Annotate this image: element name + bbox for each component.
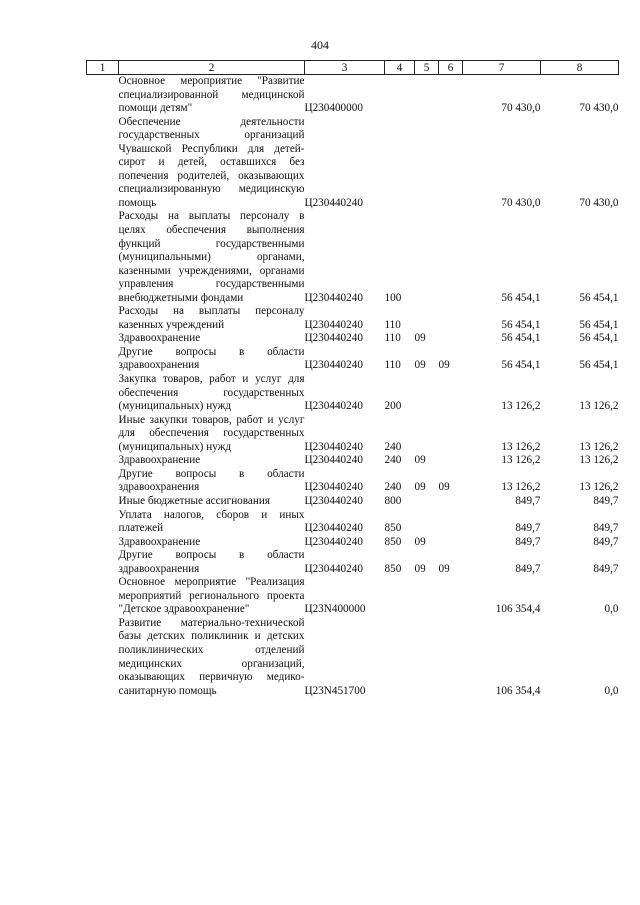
expense-type: 110 xyxy=(384,359,401,372)
row-name: Развитие материально-технической базы детских поликлиник и детских поликлинических отделений медицинских организаций, оказывающих первичную медико-санитарную помощь xyxy=(118,616,305,697)
target-code: Ц230440240 xyxy=(304,494,363,507)
empty-cell xyxy=(87,454,119,468)
target-code: Ц230440240 xyxy=(304,400,363,413)
table-header xyxy=(87,61,619,75)
expense-type: 240 xyxy=(384,481,402,494)
table-row xyxy=(87,468,619,495)
empty-cell xyxy=(87,414,119,455)
section-code: 09 xyxy=(414,454,426,467)
table-row xyxy=(87,549,619,576)
section-code: 09 xyxy=(414,562,426,575)
row-name: Здравоохранение xyxy=(118,332,201,345)
expense-type: 850 xyxy=(384,535,402,548)
amount-col7: 849,7 xyxy=(515,562,541,575)
table-row xyxy=(87,210,619,305)
target-code: Ц230440240 xyxy=(304,562,363,575)
target-code: Ц23N451700 xyxy=(304,684,366,697)
table-row xyxy=(87,495,619,509)
section-code xyxy=(415,617,439,698)
amount-col7: 849,7 xyxy=(515,535,541,548)
empty-cell xyxy=(87,509,119,536)
budget-table xyxy=(86,60,619,698)
subsection-code xyxy=(439,536,463,550)
target-code: Ц23N400000 xyxy=(304,603,366,616)
amount-col7: 70 430,0 xyxy=(501,102,541,115)
row-name: Расходы на выплаты персоналу казенных учреждений xyxy=(118,305,305,331)
table-row xyxy=(87,116,619,211)
subsection-code: 09 xyxy=(438,562,450,575)
amount-col8: 13 126,2 xyxy=(579,400,619,413)
target-code: Ц230440240 xyxy=(304,318,363,331)
target-code: Ц230440240 xyxy=(304,454,363,467)
row-name: Расходы на выплаты персоналу в целях обеспечения выполнения функций государственными (муниципальными) органами, казенными учреждениями, органами управления государственными внебюджетными фондами xyxy=(118,210,305,304)
row-name: Обеспечение деятельности государственных организаций Чувашской Республики для детей-сирот и детей, оставшихся без попечения родителей, оказывающих специализированную медицинскую помощь xyxy=(118,115,305,209)
amount-col7: 56 454,1 xyxy=(501,332,541,345)
subsection-code xyxy=(439,75,463,116)
amount-col8: 56 454,1 xyxy=(579,332,619,345)
amount-col7: 13 126,2 xyxy=(501,454,541,467)
subsection-code xyxy=(439,495,463,509)
amount-col8: 849,7 xyxy=(593,562,619,575)
subsection-code xyxy=(439,454,463,468)
column-number: 4 xyxy=(385,61,415,75)
empty-cell xyxy=(87,305,119,332)
row-name: Закупка товаров, работ и услуг для обеспечения государственных (муниципальных) нужд xyxy=(118,373,305,413)
table-row xyxy=(87,346,619,373)
column-number: 8 xyxy=(541,61,619,75)
target-code: Ц230440240 xyxy=(304,332,363,345)
empty-cell xyxy=(87,549,119,576)
expense-type: 110 xyxy=(384,332,401,345)
subsection-code xyxy=(439,576,463,617)
amount-col7: 849,7 xyxy=(515,522,541,535)
section-code xyxy=(415,373,439,414)
row-name: Другие вопросы в области здравоохранения xyxy=(118,345,305,372)
section-code: 09 xyxy=(414,359,426,372)
section-code xyxy=(415,509,439,536)
amount-col8: 56 454,1 xyxy=(579,291,619,304)
empty-cell xyxy=(87,346,119,373)
table-row xyxy=(87,75,619,116)
empty-cell xyxy=(87,576,119,617)
table-row xyxy=(87,305,619,332)
table-row xyxy=(87,332,619,346)
section-code xyxy=(415,576,439,617)
section-code: 09 xyxy=(414,332,426,345)
expense-type: 100 xyxy=(384,291,402,304)
column-number: 7 xyxy=(463,61,541,75)
expense-type: 200 xyxy=(384,400,402,413)
column-number: 2 xyxy=(119,61,305,75)
target-code: Ц230440240 xyxy=(304,522,363,535)
empty-cell xyxy=(87,75,119,116)
column-number: 1 xyxy=(87,61,119,75)
amount-col7: 849,7 xyxy=(515,494,541,507)
amount-col8: 56 454,1 xyxy=(579,359,619,372)
row-name: Основное мероприятие "Реализация мероприятий регионального проекта "Детское здравоохранение" xyxy=(118,576,305,616)
amount-col7: 56 454,1 xyxy=(501,291,541,304)
section-code: 09 xyxy=(414,535,426,548)
empty-cell xyxy=(87,536,119,550)
amount-col8: 70 430,0 xyxy=(579,196,619,209)
section-code xyxy=(415,414,439,455)
target-code: Ц230440240 xyxy=(304,196,363,209)
column-number: 3 xyxy=(305,61,385,75)
section-code xyxy=(415,116,439,211)
expense-type: 850 xyxy=(384,522,402,535)
amount-col8: 849,7 xyxy=(593,522,619,535)
column-number: 6 xyxy=(439,61,463,75)
section-code xyxy=(415,495,439,509)
empty-cell xyxy=(87,373,119,414)
table-row xyxy=(87,454,619,468)
subsection-code xyxy=(439,305,463,332)
amount-col7: 56 454,1 xyxy=(501,318,541,331)
table-body xyxy=(87,75,619,699)
row-name: Уплата налогов, сборов и иных платежей xyxy=(118,508,305,535)
expense-type xyxy=(385,75,415,116)
subsection-code xyxy=(439,332,463,346)
subsection-code xyxy=(439,210,463,305)
empty-cell xyxy=(87,617,119,698)
column-number: 5 xyxy=(415,61,439,75)
expense-type xyxy=(385,116,415,211)
expense-type: 240 xyxy=(384,454,402,467)
expense-type xyxy=(385,576,415,617)
amount-col8: 13 126,2 xyxy=(579,454,619,467)
expense-type xyxy=(385,617,415,698)
subsection-code xyxy=(439,116,463,211)
empty-cell xyxy=(87,210,119,305)
target-code: Ц230440240 xyxy=(304,359,363,372)
amount-col8: 849,7 xyxy=(593,535,619,548)
amount-col7: 106 354,4 xyxy=(495,603,541,616)
expense-type: 110 xyxy=(384,318,401,331)
target-code: Ц230440240 xyxy=(304,481,363,494)
subsection-code xyxy=(439,373,463,414)
expense-type: 240 xyxy=(384,440,402,453)
row-name: Другие вопросы в области здравоохранения xyxy=(118,467,305,494)
subsection-code: 09 xyxy=(438,359,450,372)
table-row xyxy=(87,536,619,550)
amount-col7: 70 430,0 xyxy=(501,196,541,209)
page-number: 404 xyxy=(311,38,329,52)
column-number-row xyxy=(87,61,619,75)
table-row xyxy=(87,617,619,698)
empty-cell xyxy=(87,468,119,495)
table-row xyxy=(87,373,619,414)
amount-col8: 0,0 xyxy=(604,684,619,697)
row-name: Иные бюджетные ассигнования xyxy=(118,494,270,507)
amount-col7: 13 126,2 xyxy=(501,400,541,413)
table-row xyxy=(87,509,619,536)
table-row xyxy=(87,576,619,617)
table-row xyxy=(87,414,619,455)
amount-col8: 13 126,2 xyxy=(579,481,619,494)
section-code xyxy=(415,75,439,116)
target-code: Ц230440240 xyxy=(304,440,363,453)
amount-col7: 13 126,2 xyxy=(501,440,541,453)
empty-cell xyxy=(87,116,119,211)
amount-col7: 56 454,1 xyxy=(501,359,541,372)
row-name: Здравоохранение xyxy=(118,535,201,548)
subsection-code xyxy=(439,617,463,698)
row-name: Здравоохранение xyxy=(118,454,201,467)
empty-cell xyxy=(87,495,119,509)
expense-type: 850 xyxy=(384,562,402,575)
row-name: Иные закупки товаров, работ и услуг для обеспечения государственных (муниципальных) нужд xyxy=(118,413,305,453)
subsection-code xyxy=(439,509,463,536)
amount-col8: 56 454,1 xyxy=(579,318,619,331)
row-name: Другие вопросы в области здравоохранения xyxy=(118,549,305,575)
target-code: Ц230400000 xyxy=(304,102,363,115)
row-name: Основное мероприятие "Развитие специализированной медицинской помощи детям" xyxy=(118,75,305,115)
amount-col8: 70 430,0 xyxy=(579,102,619,115)
section-code xyxy=(415,210,439,305)
amount-col8: 849,7 xyxy=(593,494,619,507)
expense-type: 800 xyxy=(384,494,402,507)
target-code: Ц230440240 xyxy=(304,535,363,548)
subsection-code xyxy=(439,414,463,455)
section-code: 09 xyxy=(414,481,426,494)
amount-col8: 0,0 xyxy=(604,603,619,616)
subsection-code: 09 xyxy=(438,481,450,494)
empty-cell xyxy=(87,332,119,346)
amount-col7: 13 126,2 xyxy=(501,481,541,494)
target-code: Ц230440240 xyxy=(304,291,363,304)
section-code xyxy=(415,305,439,332)
amount-col8: 13 126,2 xyxy=(579,440,619,453)
amount-col7: 106 354,4 xyxy=(495,684,541,697)
